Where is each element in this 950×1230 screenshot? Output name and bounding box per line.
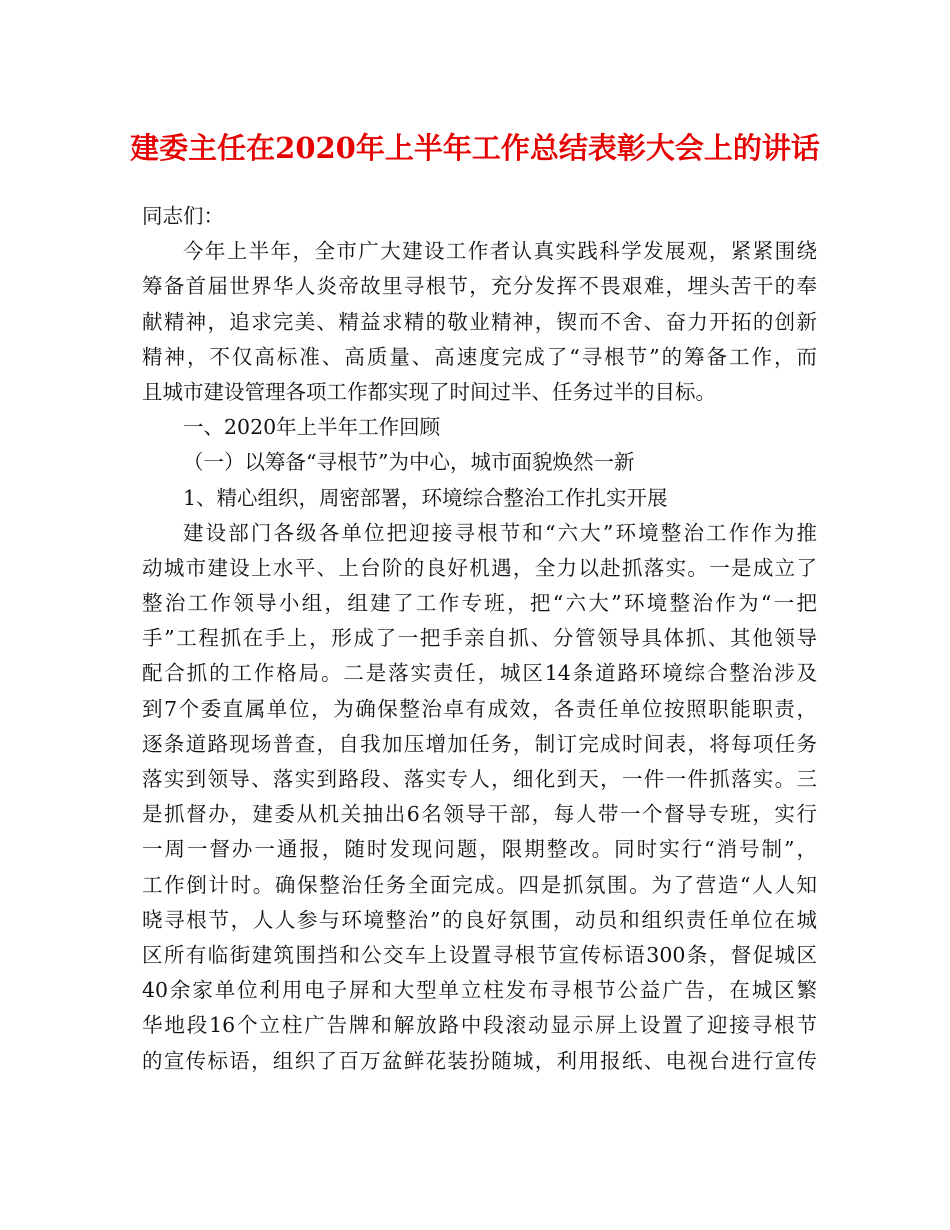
paragraph-line: 整治工作领导小组，组建了工作专班，把“六大”环境整治作为“一把 [142, 591, 817, 616]
paragraph-line: 一周一督办一通报，随时发现问题，限期整改。同时实行“消号制”， [142, 837, 817, 862]
paragraph-line: （一）以筹备“寻根节”为中心，城市面貌焕然一新 [183, 450, 635, 475]
paragraph-line: 40余家单位利用电子屏和大型单立柱发布寻根节公益广告，在城区繁 [142, 978, 817, 1003]
paragraph-line: 精神，不仅高标准、高质量、高速度完成了“寻根节”的筹备工作，而 [142, 344, 817, 369]
paragraph-line: 手”工程抓在手上，形成了一把手亲自抓、分管领导具体抓、其他领导 [142, 626, 817, 651]
paragraph-line: 到7个委直属单位，为确保整治卓有成效，各责任单位按照职能职责， [142, 696, 817, 721]
paragraph-line: 是抓督办，建委从机关抽出6名领导干部，每人带一个督导专班，实行 [142, 802, 817, 827]
paragraph-line: 筹备首届世界华人炎帝故里寻根节，充分发挥不畏艰难，埋头苦干的奉 [142, 274, 817, 299]
paragraph-line: 落实到领导、落实到路段、落实专人，细化到天，一件一件抓落实。三 [142, 767, 817, 791]
paragraph-line: 晓寻根节，人人参与环境整治”的良好氛围，动员和组织责任单位在城 [142, 907, 817, 932]
document-title: 建委主任在2020年上半年工作总结表彰大会上的讲话 [130, 131, 820, 165]
paragraph-line: 建设部门各级各单位把迎接寻根节和“六大”环境整治工作作为推 [183, 520, 817, 545]
document-body [142, 199, 817, 1079]
paragraph-line: 配合抓的工作格局。二是落实责任，城区14条道路环境综合整治涉及 [142, 661, 817, 686]
paragraph-line: 区所有临街建筑围挡和公交车上设置寻根节宣传标语300条，督促城区 [142, 942, 817, 967]
paragraph-line: 献精神，追求完美、精益求精的敬业精神，锲而不舍、奋力开拓的创新 [142, 309, 817, 334]
paragraph-line: 的宣传标语，组织了百万盆鲜花装扮随城，利用报纸、电视台进行宣传 [142, 1048, 817, 1073]
paragraph-line: 今年上半年，全市广大建设工作者认真实践科学发展观，紧紧围绕 [183, 239, 817, 264]
paragraph-line: 动城市建设上水平、上台阶的良好机遇，全力以赴抓落实。一是成立了 [142, 555, 817, 580]
paragraph-line: 且城市建设管理各项工作都实现了时间过半、任务过半的目标。 [142, 379, 716, 404]
salutation: 同志们： [142, 204, 224, 228]
paragraph-line: 1、精心组织，周密部署，环境综合整治工作扎实开展 [183, 485, 668, 510]
paragraph-line: 逐条道路现场普查，自我加压增加任务，制订完成时间表，将每项任务 [142, 731, 817, 756]
paragraph-line: 一、2020年上半年工作回顾 [183, 415, 441, 440]
paragraph-line: 工作倒计时。确保整治任务全面完成。四是抓氛围。为了营造“人人知 [142, 872, 817, 897]
paragraph-line: 华地段16个立柱广告牌和解放路中段滚动显示屏上设置了迎接寻根节 [142, 1013, 817, 1038]
